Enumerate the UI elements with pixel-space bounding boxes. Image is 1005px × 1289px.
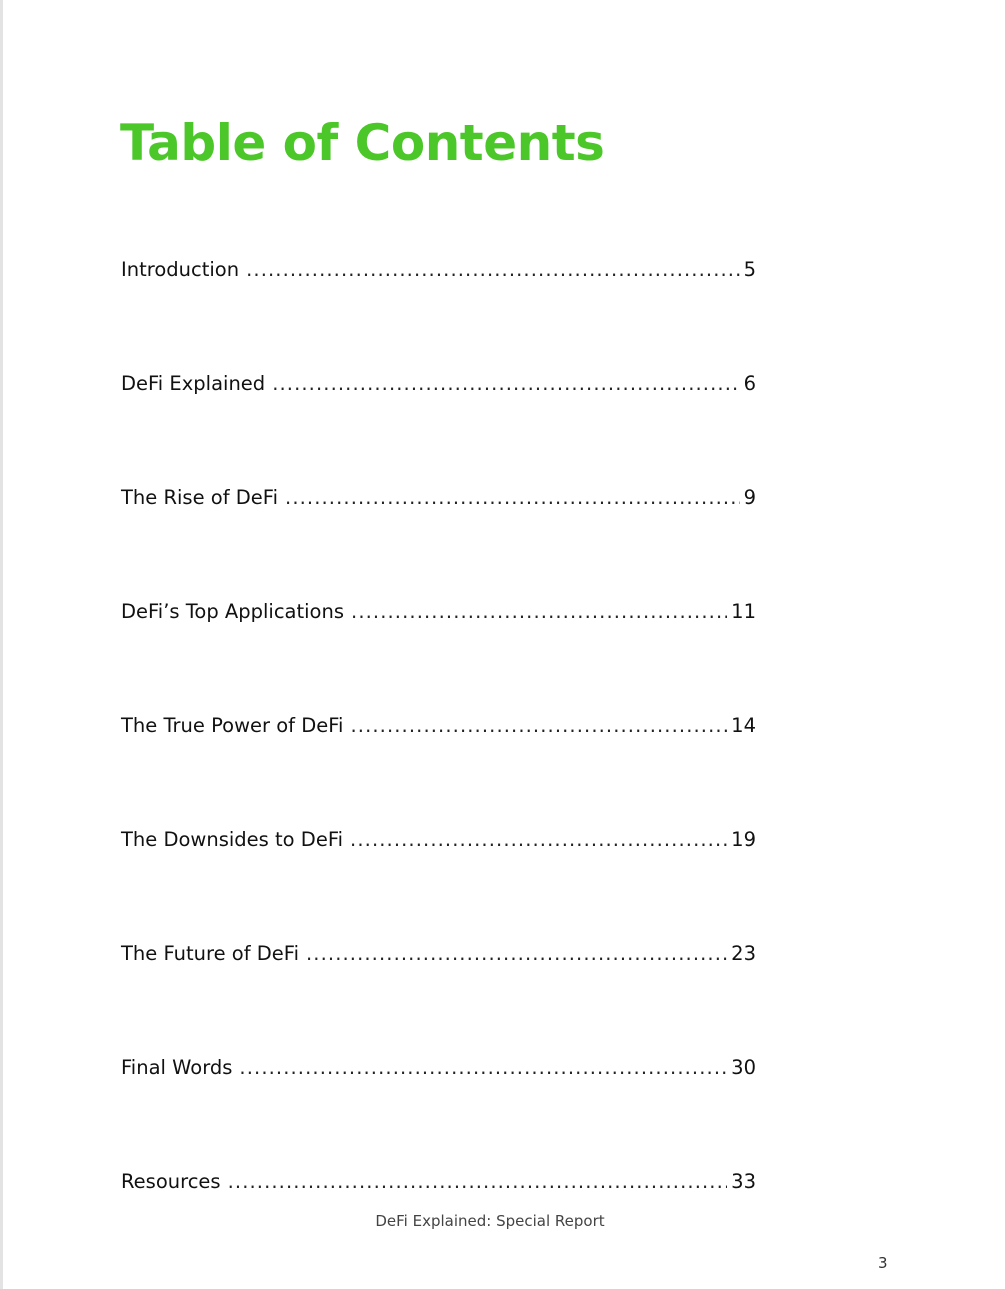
toc-entry-label: The Downsides to DeFi	[121, 828, 344, 851]
dot-leader	[246, 256, 739, 284]
toc-entry-label: The Rise of DeFi	[121, 486, 279, 509]
toc-entry-label: The Future of DeFi	[121, 942, 299, 965]
toc-entry[interactable]	[121, 1054, 756, 1168]
toc-entry-page: 9	[743, 486, 756, 509]
toc-entry-label: Resources	[121, 1170, 221, 1193]
dot-leader	[272, 370, 739, 398]
toc-entry[interactable]	[121, 370, 756, 484]
toc-entry-page: 11	[731, 600, 756, 623]
page-number: 3	[878, 1254, 888, 1272]
toc-entry-page: 5	[743, 258, 756, 281]
toc-entry-page: 14	[731, 714, 756, 737]
page-title: Table of Contents	[120, 114, 605, 172]
toc-entry[interactable]	[121, 712, 756, 826]
toc-entry[interactable]	[121, 484, 756, 598]
page-edge	[0, 0, 3, 1289]
dot-leader	[239, 1054, 727, 1082]
toc-entry-page: 30	[731, 1056, 756, 1079]
toc-entry-label: Introduction	[121, 258, 240, 281]
toc-entry-label: DeFi Explained	[121, 372, 266, 395]
toc-entry-label: DeFi’s Top Applications	[121, 600, 345, 623]
toc-entry-label: Final Words	[121, 1056, 233, 1079]
toc-entry-page: 19	[731, 828, 756, 851]
dot-leader	[228, 1168, 728, 1196]
dot-leader	[351, 598, 727, 626]
table-of-contents	[121, 256, 756, 1282]
dot-leader	[285, 484, 740, 512]
toc-entry-page: 33	[731, 1170, 756, 1193]
toc-entry[interactable]	[121, 940, 756, 1054]
footer-title: DeFi Explained: Special Report	[375, 1212, 605, 1230]
dot-leader	[306, 940, 727, 968]
dot-leader	[350, 712, 727, 740]
toc-entry[interactable]	[121, 826, 756, 940]
toc-entry[interactable]	[121, 598, 756, 712]
toc-entry-label: The True Power of DeFi	[121, 714, 344, 737]
toc-entry[interactable]	[121, 256, 756, 370]
toc-entry-page: 23	[731, 942, 756, 965]
dot-leader	[350, 826, 727, 854]
toc-entry-page: 6	[743, 372, 756, 395]
